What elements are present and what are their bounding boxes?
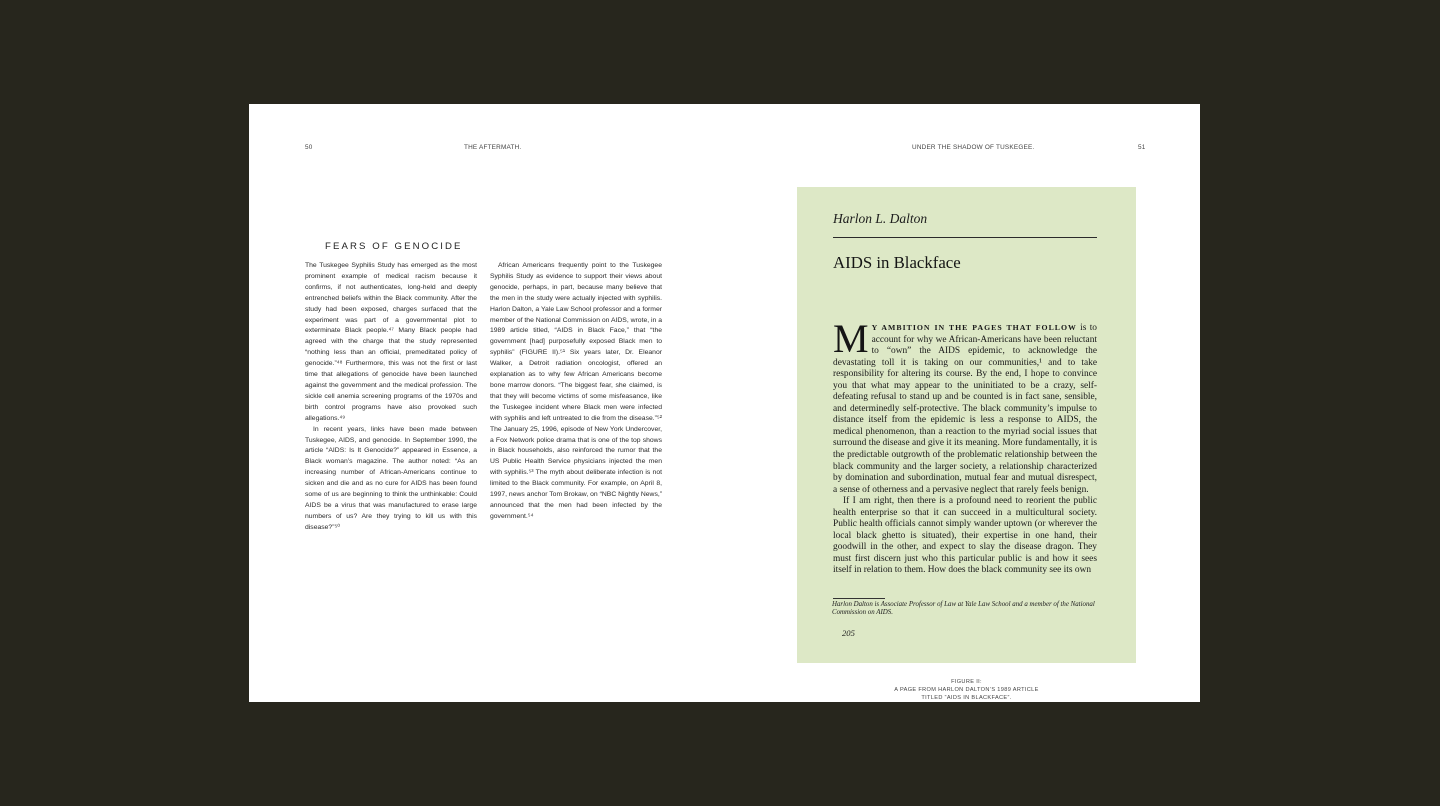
- section-title: FEARS OF GENOCIDE: [325, 241, 463, 252]
- facsimile-page-number: 205: [842, 628, 855, 638]
- facsimile-body: [833, 316, 1097, 577]
- caption-label: FIGURE II:: [951, 679, 982, 685]
- facsimile-text: is to account for why we African-Americans have been reluctant to “own” the AIDS epidemic, to acknowledge the devastating toll it is taking on our communities,¹ and to take responsibility for altering its course. By the end, I hope to convince you that what may appear to the uninitiated to be a crazy, self-defeating refusal to stand up and be counted is in fact sane, sensible, and determinedly self-protective. The black community’s impulse to distance itself from the epidemic is less a response to AIDS, the medical phenomenon, than a reaction to the myriad social issues that surround the disease and give it its meaning. More fundamentally, it is the predictable outgrowth of the problematic relationship between the black community and the larger society, a relationship characterized by domination and subordination, mutual fear and mutual disrespect, a sense of otherness and a pervasive neglect that rarely feels benign.: [833, 323, 1097, 495]
- book-spread: [249, 104, 1200, 702]
- footnote-rule: [833, 598, 885, 599]
- left-running-head: THE AFTERMATH.: [464, 144, 522, 151]
- facsimile-title: AIDS in Blackface: [833, 253, 961, 272]
- facsimile-paragraph: [833, 316, 1097, 496]
- article-facsimile: [797, 187, 1136, 663]
- facsimile-author: Harlon L. Dalton: [833, 211, 928, 226]
- body-column-1: [305, 261, 477, 534]
- right-page-number: 51: [1138, 144, 1146, 151]
- lead-in: Y AMBITION IN THE PAGES THAT FOLLOW: [871, 323, 1077, 332]
- caption-text: A PAGE FROM HARLON DALTON’S 1989 ARTICLE: [894, 686, 1039, 693]
- body-paragraph: African Americans frequently point to the Tuskegee Syphilis Study as evidence to support their views about genocide, perhaps, in part, because many believe that the men in the study were actually injected with syphilis. Harlon Dalton, a Yale Law School professor and a former member of the National Commission on AIDS, wrote, in a 1989 article titled, “AIDS in Black Face,” that “the government [had] purposefully exposed Black men to syphilis” (FIGURE II).⁵¹ Six years later, Dr. Eleanor Walker, a Detroit radiation oncologist, offered an explanation as to why few African Americans become bone marrow donors. “The biggest fear, she claimed, is that they will become victims of some misfeasance, like the Tuskegee incident where Black men were infected with syphilis and left untreated to die from the disease.”⁵² The January 25, 1996, episode of New York Undercover, a Fox Network police drama that is one of the top shows in Black households, also reinforced the rumor that the US Public Health Service physicians injected the men with syphilis.⁵³ The myth about deliberate infection is not limited to the Black community. For example, on April 8, 1997, news anchor Tom Brokaw, on “NBC Nightly News,” announced that the men had been infected by the government.⁵⁴: [490, 262, 662, 520]
- body-paragraph: In recent years, links have been made between Tuskegee, AIDS, and genocide. In September 1990, the article “AIDS: Is It Genocide?” appeared in Essence, a Black woman’s magazine. The author noted: “As an increasing number of African-Americans continue to sicken and die and as no cure for AIDS has been found some of us are beginning to think the unthinkable: Could AIDS be a virus that was manufactured to erase large numbers of us? Are they trying to kill us with this disease?”⁵⁰: [305, 425, 477, 531]
- figure-caption: [797, 679, 1136, 702]
- body-paragraph: The Tuskegee Syphilis Study has emerged as the most prominent example of medical racism because it confirms, if not authenticates, long-held and deeply entrenched beliefs within the Black community. After the study had been exposed, charges surfaced that the experiment was part of a governmental plot to exterminate Black people.⁴⁷ Many Black people had agreed with the charge that the study represented “nothing less than an official, premeditated policy of genocide.”⁴⁸ Furthermore, this was not the first or last time that allegations of genocide have been launched against the government and the medical profession. The sickle cell anemia screening programs of the 1970s and birth control programs have also provoked such allegations.⁴⁹: [305, 262, 477, 422]
- caption-text: TITLED “AIDS IN BLACKFACE”.: [921, 694, 1012, 701]
- facsimile-footnote: Harlon Dalton is Associate Professor of Law at Yale Law School and a member of the National Commission on AIDS.: [832, 601, 1095, 616]
- facsimile-paragraph: If I am right, then there is a profound need to reorient the public health enterprise so that it can succeed in a multicultural society. Public health officials cannot simply wander uptown (or wherever the local black ghetto is situated), their expertise in one hand, their goodwill in the other, and expect to slay the disease dragon. They must first discern just who this particular public is and how it sees itself in relation to them. How does the black community see its own: [833, 496, 1097, 576]
- right-running-head: UNDER THE SHADOW OF TUSKEGEE.: [912, 144, 1035, 151]
- body-column-2: [490, 261, 662, 523]
- drop-cap: M: [833, 316, 869, 361]
- facsimile-rule: [833, 237, 1097, 238]
- left-page-number: 50: [305, 144, 313, 151]
